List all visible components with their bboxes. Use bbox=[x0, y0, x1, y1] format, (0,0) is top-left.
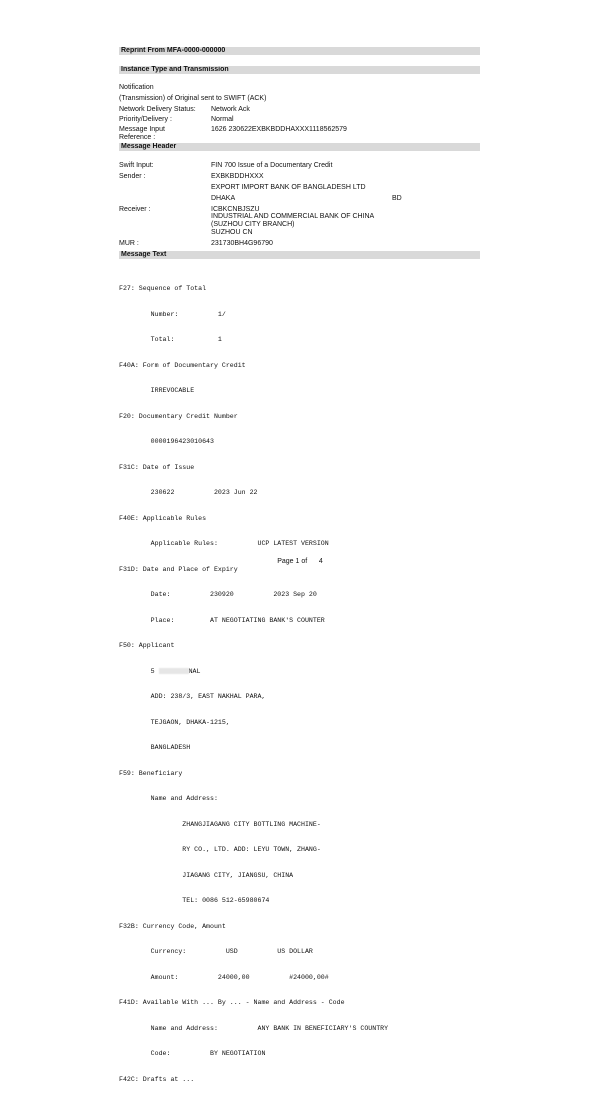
sender-city: DHAKA bbox=[211, 195, 236, 202]
message-line: Amount: 24000,00 #24000,00# bbox=[119, 973, 329, 981]
sender-country: BD bbox=[392, 195, 402, 202]
notification-text: Notification bbox=[119, 84, 154, 91]
receiver-code: ICBKCNBJSZU bbox=[211, 206, 260, 213]
message-line: 230622 2023 Jun 22 bbox=[119, 489, 258, 496]
message-line: Date: 230920 2023 Sep 20 bbox=[119, 591, 317, 598]
message-line: BANGLADESH bbox=[119, 744, 191, 751]
message-line: F41D: Available With ... By ... - Name and Address - Code bbox=[119, 999, 345, 1006]
message-text-block bbox=[119, 268, 388, 1101]
message-line: F40E: Applicable Rules bbox=[119, 514, 207, 522]
message-line: IRREVOCABLE bbox=[119, 387, 195, 394]
message-line: Place: AT NEGOTIATING BANK'S COUNTER bbox=[119, 616, 325, 624]
message-line: Applicable Rules: UCP LATEST VERSION bbox=[119, 540, 329, 547]
priority-label: Priority/Delivery : bbox=[119, 116, 172, 123]
transmission-text: (Transmission) of Original sent to SWIFT (ACK) bbox=[119, 95, 267, 102]
message-line: 0000196423010643 bbox=[119, 438, 214, 445]
message-line: Total: 1 bbox=[119, 336, 222, 343]
reprint-title-bar: Reprint From MFA-0000-000000 bbox=[119, 47, 480, 55]
message-line: F42C: Drafts at ... bbox=[119, 1075, 195, 1083]
receiver-name: INDUSTRIAL AND COMMERCIAL BANK OF CHINA bbox=[211, 213, 375, 220]
page-total: 4 bbox=[318, 558, 323, 565]
message-line: F50: Applicant bbox=[119, 642, 175, 649]
redacted-area bbox=[159, 668, 189, 674]
applicant-suffix: NAL bbox=[188, 667, 201, 675]
priority-value: Normal bbox=[211, 116, 234, 123]
message-line: Code: BY NEGOTIATION bbox=[119, 1050, 266, 1057]
input-reference-label-1: Message Input bbox=[119, 126, 165, 133]
message-line: Name and Address: bbox=[119, 795, 218, 802]
message-line: F40A: Form of Documentary Credit bbox=[119, 361, 246, 369]
sender-label: Sender : bbox=[119, 173, 146, 180]
swift-input-label: Swift Input: bbox=[119, 162, 154, 169]
message-line: TEJGAON, DHAKA-1215, bbox=[119, 718, 230, 726]
swift-input-value: FIN 700 Issue of a Documentary Credit bbox=[211, 162, 333, 169]
message-line: F27: Sequence of Total bbox=[119, 285, 207, 292]
section-message-header: Message Header bbox=[119, 143, 480, 151]
message-line: JIAGANG CITY, JIANGSU, CHINA bbox=[119, 871, 294, 879]
message-line: ADD: 238/3, EAST NAKHAL PARA, bbox=[119, 693, 266, 700]
section-instance-type: Instance Type and Transmission bbox=[119, 66, 480, 74]
message-line: F31D: Date and Place of Expiry bbox=[119, 565, 238, 573]
message-line: F20: Documentary Credit Number bbox=[119, 412, 238, 420]
section-message-text: Message Text bbox=[119, 251, 480, 259]
page-number-label: Page 1 of bbox=[277, 558, 308, 565]
input-reference-value: 1626 230622EXBKBDDHAXXX1118562579 bbox=[211, 126, 347, 133]
message-line: F31C: Date of Issue bbox=[119, 463, 195, 471]
delivery-status-label: Network Delivery Status: bbox=[119, 106, 196, 113]
applicant-prefix: 5 bbox=[119, 667, 159, 675]
message-line: Currency: USD US DOLLAR bbox=[119, 948, 313, 955]
message-line: F32B: Currency Code, Amount bbox=[119, 922, 226, 930]
message-line: TEL: 0086 512-65980674 bbox=[119, 897, 270, 904]
mur-label: MUR : bbox=[119, 240, 139, 247]
page-footer bbox=[0, 557, 600, 566]
sender-code: EXBKBDDHXXX bbox=[211, 173, 264, 180]
receiver-label: Receiver : bbox=[119, 206, 151, 213]
message-line: RY CO., LTD. ADD: LEYU TOWN, ZHANG- bbox=[119, 846, 321, 853]
sender-name: EXPORT IMPORT BANK OF BANGLADESH LTD bbox=[211, 184, 366, 191]
receiver-city: SUZHOU CN bbox=[211, 229, 253, 236]
mur-value: 231730BH4G96790 bbox=[211, 240, 273, 247]
receiver-branch: (SUZHOU CITY BRANCH) bbox=[211, 221, 295, 228]
message-line: F59: Beneficiary bbox=[119, 769, 183, 777]
message-line: Name and Address: ANY BANK IN BENEFICIARY'S COUNTRY bbox=[119, 1024, 389, 1032]
input-reference-label-2: Reference : bbox=[119, 134, 156, 141]
delivery-status-value: Network Ack bbox=[211, 106, 250, 113]
message-line: Number: 1/ bbox=[119, 310, 226, 318]
applicant-name-line bbox=[119, 668, 388, 677]
message-line: ZHANGJIAGANG CITY BOTTLING MACHINE- bbox=[119, 820, 321, 828]
